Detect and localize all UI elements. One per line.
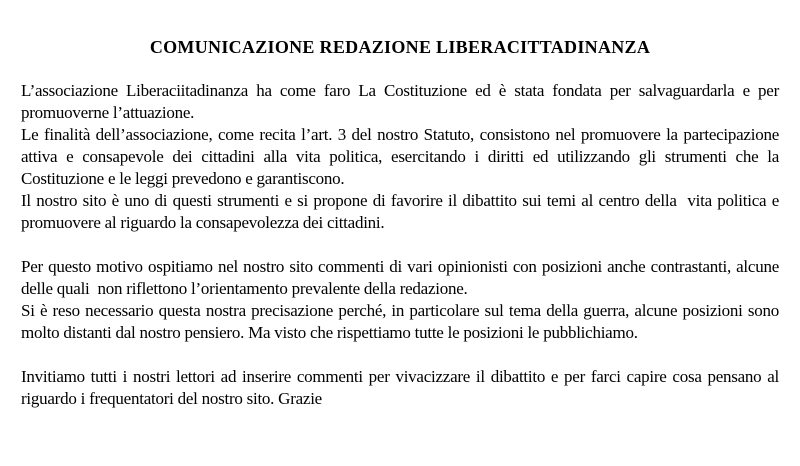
paragraph-association-intro: L’associazione Liberaciitadinanza ha come faro La Costituzione ed è stata fondata per salvaguardarla e per promuoverne l’attuazione. bbox=[21, 81, 783, 122]
paragraph-clarification-war: Si è reso necessario questa nostra precisazione perché, in particolare sul tema della guerra, alcune posizioni sono molto distanti dal nostro pensiero. Ma visto che rispettiamo tutte le posizioni le pubblichiamo. bbox=[21, 301, 787, 342]
document-title: COMUNICAZIONE REDAZIONE LIBERACITTADINANZA bbox=[149, 37, 651, 57]
blank-line bbox=[21, 234, 779, 256]
paragraph-opinionists: Per questo motivo ospitiamo nel nostro sito commenti di vari opinionisti con posizioni anche contrastanti, alcune delle quali non riflettono l’orientamento prevalente della redazione. bbox=[21, 257, 783, 298]
paragraph-site-purpose: Il nostro sito è uno di questi strumenti e si propone di favorire il dibattito sui temi al centro della vita politica e promuovere al riguardo la consapevolezza dei cittadini. bbox=[21, 191, 783, 232]
paragraph-statute-goals: Le finalità dell’associazione, come recita l’art. 3 del nostro Statuto, consistono nel promuovere la partecipazione attiva e consapevole dei cittadini alla vita politica, esercitando i diritti ed utilizzando gli strumenti che la Costituzione e le leggi prevedono e garantiscono. bbox=[21, 125, 783, 188]
paragraph-invitation-readers: Invitiamo tutti i nostri lettori ad inserire commenti per vivacizzare il dibattito e per farci capire cosa pensano al riguardo i frequentatori del nostro sito. Grazie bbox=[21, 367, 783, 408]
blank-line bbox=[21, 344, 779, 366]
document-body bbox=[21, 80, 787, 410]
